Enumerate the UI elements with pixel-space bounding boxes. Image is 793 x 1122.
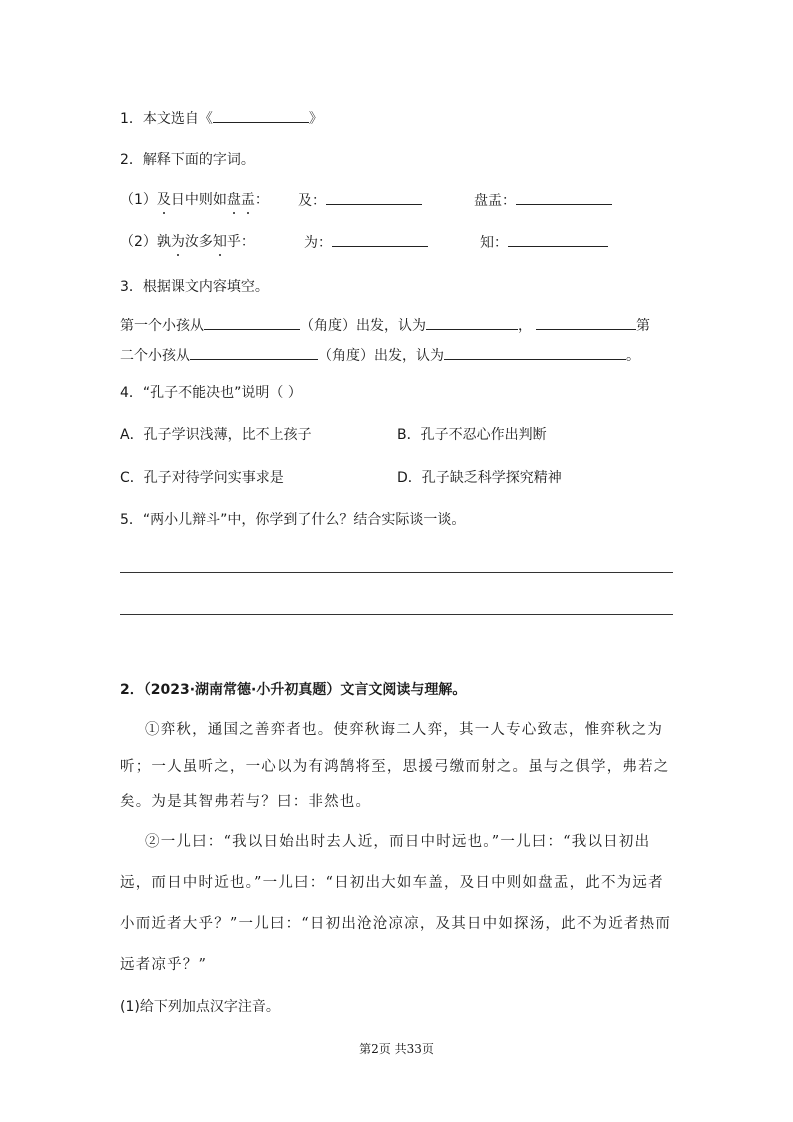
fill-text: （角度）出发，认为 [318, 348, 444, 364]
question-2-item-2 [120, 232, 255, 252]
item-2-field-a [304, 232, 428, 253]
answer-blank[interactable] [213, 108, 309, 123]
answer-blank[interactable] [326, 190, 422, 205]
item-2-field-b [480, 232, 608, 253]
question-3-line-2 [120, 345, 640, 366]
fill-text: （角度）出发，认为 [300, 318, 426, 334]
question-3-line-1 [120, 315, 650, 336]
item-number: （1） [120, 192, 157, 208]
answer-blank[interactable] [536, 315, 636, 330]
passage-2-line: 小而近者大乎？”一儿曰：“日初出沧沧凉凉，及其日中如探汤，此不为近者热而 [120, 916, 672, 932]
answer-blank[interactable] [444, 345, 626, 360]
answer-blank[interactable] [516, 190, 612, 205]
fill-text: 二个小孩从 [120, 348, 190, 364]
item-number: （2） [120, 234, 157, 250]
answer-blank[interactable] [204, 315, 300, 330]
passage-1-line: ①弈秋，通国之善弈者也。使弈秋诲二人弈，其一人专心致志，惟弈秋之为 [145, 722, 664, 738]
item-text: 乎： [226, 234, 255, 250]
field-label: 盘盂： [474, 193, 516, 209]
question-2-title: 2．解释下面的字词。 [120, 152, 255, 168]
field-label: 为： [304, 235, 332, 251]
answer-blank[interactable] [332, 232, 428, 247]
passage-1-line: 听；一人虽听之，一心以为有鸿鹄将至，思援弓缴而射之。虽与之俱学，弗若之 [120, 759, 670, 775]
q1-prefix: 1．本文选自《 [120, 111, 213, 127]
question-4-title: 4．“孔子不能决也”说明（ ） [120, 385, 302, 401]
passage-2-line: ②一儿曰：“我以日始出时去人近，而日中时远也。”一儿曰：“我以日初出 [145, 834, 651, 850]
item-text: ： [254, 192, 269, 208]
field-label: 知： [480, 235, 508, 251]
item-1-field-b [474, 190, 612, 211]
answer-line[interactable] [120, 614, 673, 615]
option-b[interactable]: B．孔子不忍心作出判断 [397, 427, 547, 443]
question-1 [120, 108, 323, 129]
sub-question-1: (1)给下列加点汉字注音。 [120, 999, 280, 1015]
page-footer: 第2页 共33页 [359, 1042, 434, 1056]
question-5-title: 5．“两小儿辩斗”中，你学到了什么？结合实际谈一谈。 [120, 512, 466, 528]
dotted-char: 及 [156, 192, 171, 208]
question-3-title: 3．根据课文内容填空。 [120, 279, 269, 295]
dotted-char: 知 [212, 234, 227, 250]
passage-2-line: 远者凉乎？” [120, 957, 208, 973]
field-label: 及： [298, 193, 326, 209]
option-a[interactable]: A．孔子学识浅薄，比不上孩子 [120, 427, 312, 443]
answer-line[interactable] [120, 572, 673, 573]
passage-1-line: 矣。为是其智弗若与？曰：非然也。 [120, 794, 372, 810]
dotted-char: 盘 [226, 192, 241, 208]
q1-suffix: 》 [308, 111, 323, 127]
section-2-heading: 2．（2023·湖南常德·小升初真题）文言文阅读与理解。 [120, 682, 467, 698]
dotted-char: 为 [170, 234, 185, 250]
fill-text: 第 [636, 318, 650, 334]
answer-blank[interactable] [190, 345, 318, 360]
fill-text: ， [518, 318, 532, 334]
question-2-item-1 [120, 190, 269, 210]
answer-blank[interactable] [426, 315, 518, 330]
option-c[interactable]: C．孔子对待学问实事求是 [120, 470, 284, 486]
item-text: 日中则如 [170, 192, 227, 208]
answer-blank[interactable] [508, 232, 608, 247]
item-text: 孰 [156, 234, 171, 250]
dotted-char: 盂 [240, 192, 255, 208]
option-d[interactable]: D．孔子缺乏科学探究精神 [397, 470, 562, 486]
item-text: 汝多 [184, 234, 213, 250]
fill-text: 第一个小孩从 [120, 318, 204, 334]
item-1-field-a [298, 190, 422, 211]
passage-2-line: 远，而日中时近也。”一儿曰：“日初出大如车盖，及日中则如盘盂，此不为远者 [120, 875, 664, 891]
fill-text: 。 [626, 348, 640, 364]
